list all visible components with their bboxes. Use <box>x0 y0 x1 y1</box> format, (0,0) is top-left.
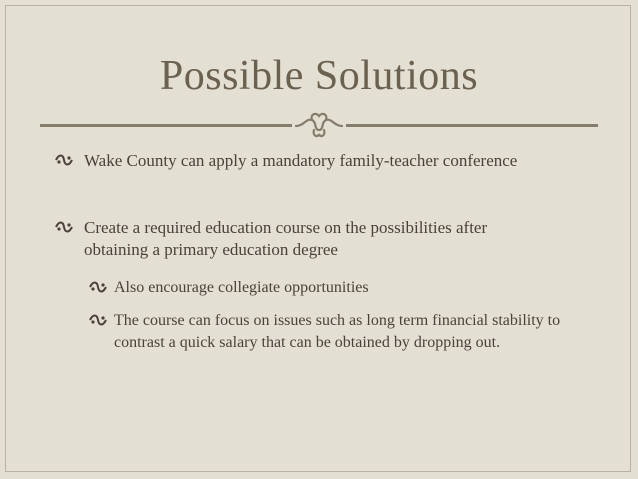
bullet-item <box>84 150 544 172</box>
bullet-text: Also encourage collegiate opportunities <box>114 279 369 296</box>
fleuron-bullet-icon <box>89 281 107 293</box>
title-rule-right <box>346 124 598 127</box>
flourish-ornament-icon <box>294 110 344 140</box>
bullet-item <box>84 217 544 261</box>
bullet-text: Wake County can apply a mandatory family-teacher conference <box>84 151 518 170</box>
slide-title: Possible Solutions <box>159 53 479 99</box>
sub-bullet-item <box>114 277 574 299</box>
title-rule-left <box>40 124 292 127</box>
sub-bullet-item <box>114 310 574 354</box>
fleuron-bullet-icon <box>55 154 73 166</box>
fleuron-bullet-icon <box>55 221 73 233</box>
bullet-text: The course can focus on issues such as long term financial stability to contrast a quick salary that can be obtained by dropping out. <box>114 312 561 351</box>
bullet-text: Create a required education course on the possibilities after obtaining a primary education degree <box>84 218 488 259</box>
fleuron-bullet-icon <box>89 314 107 326</box>
